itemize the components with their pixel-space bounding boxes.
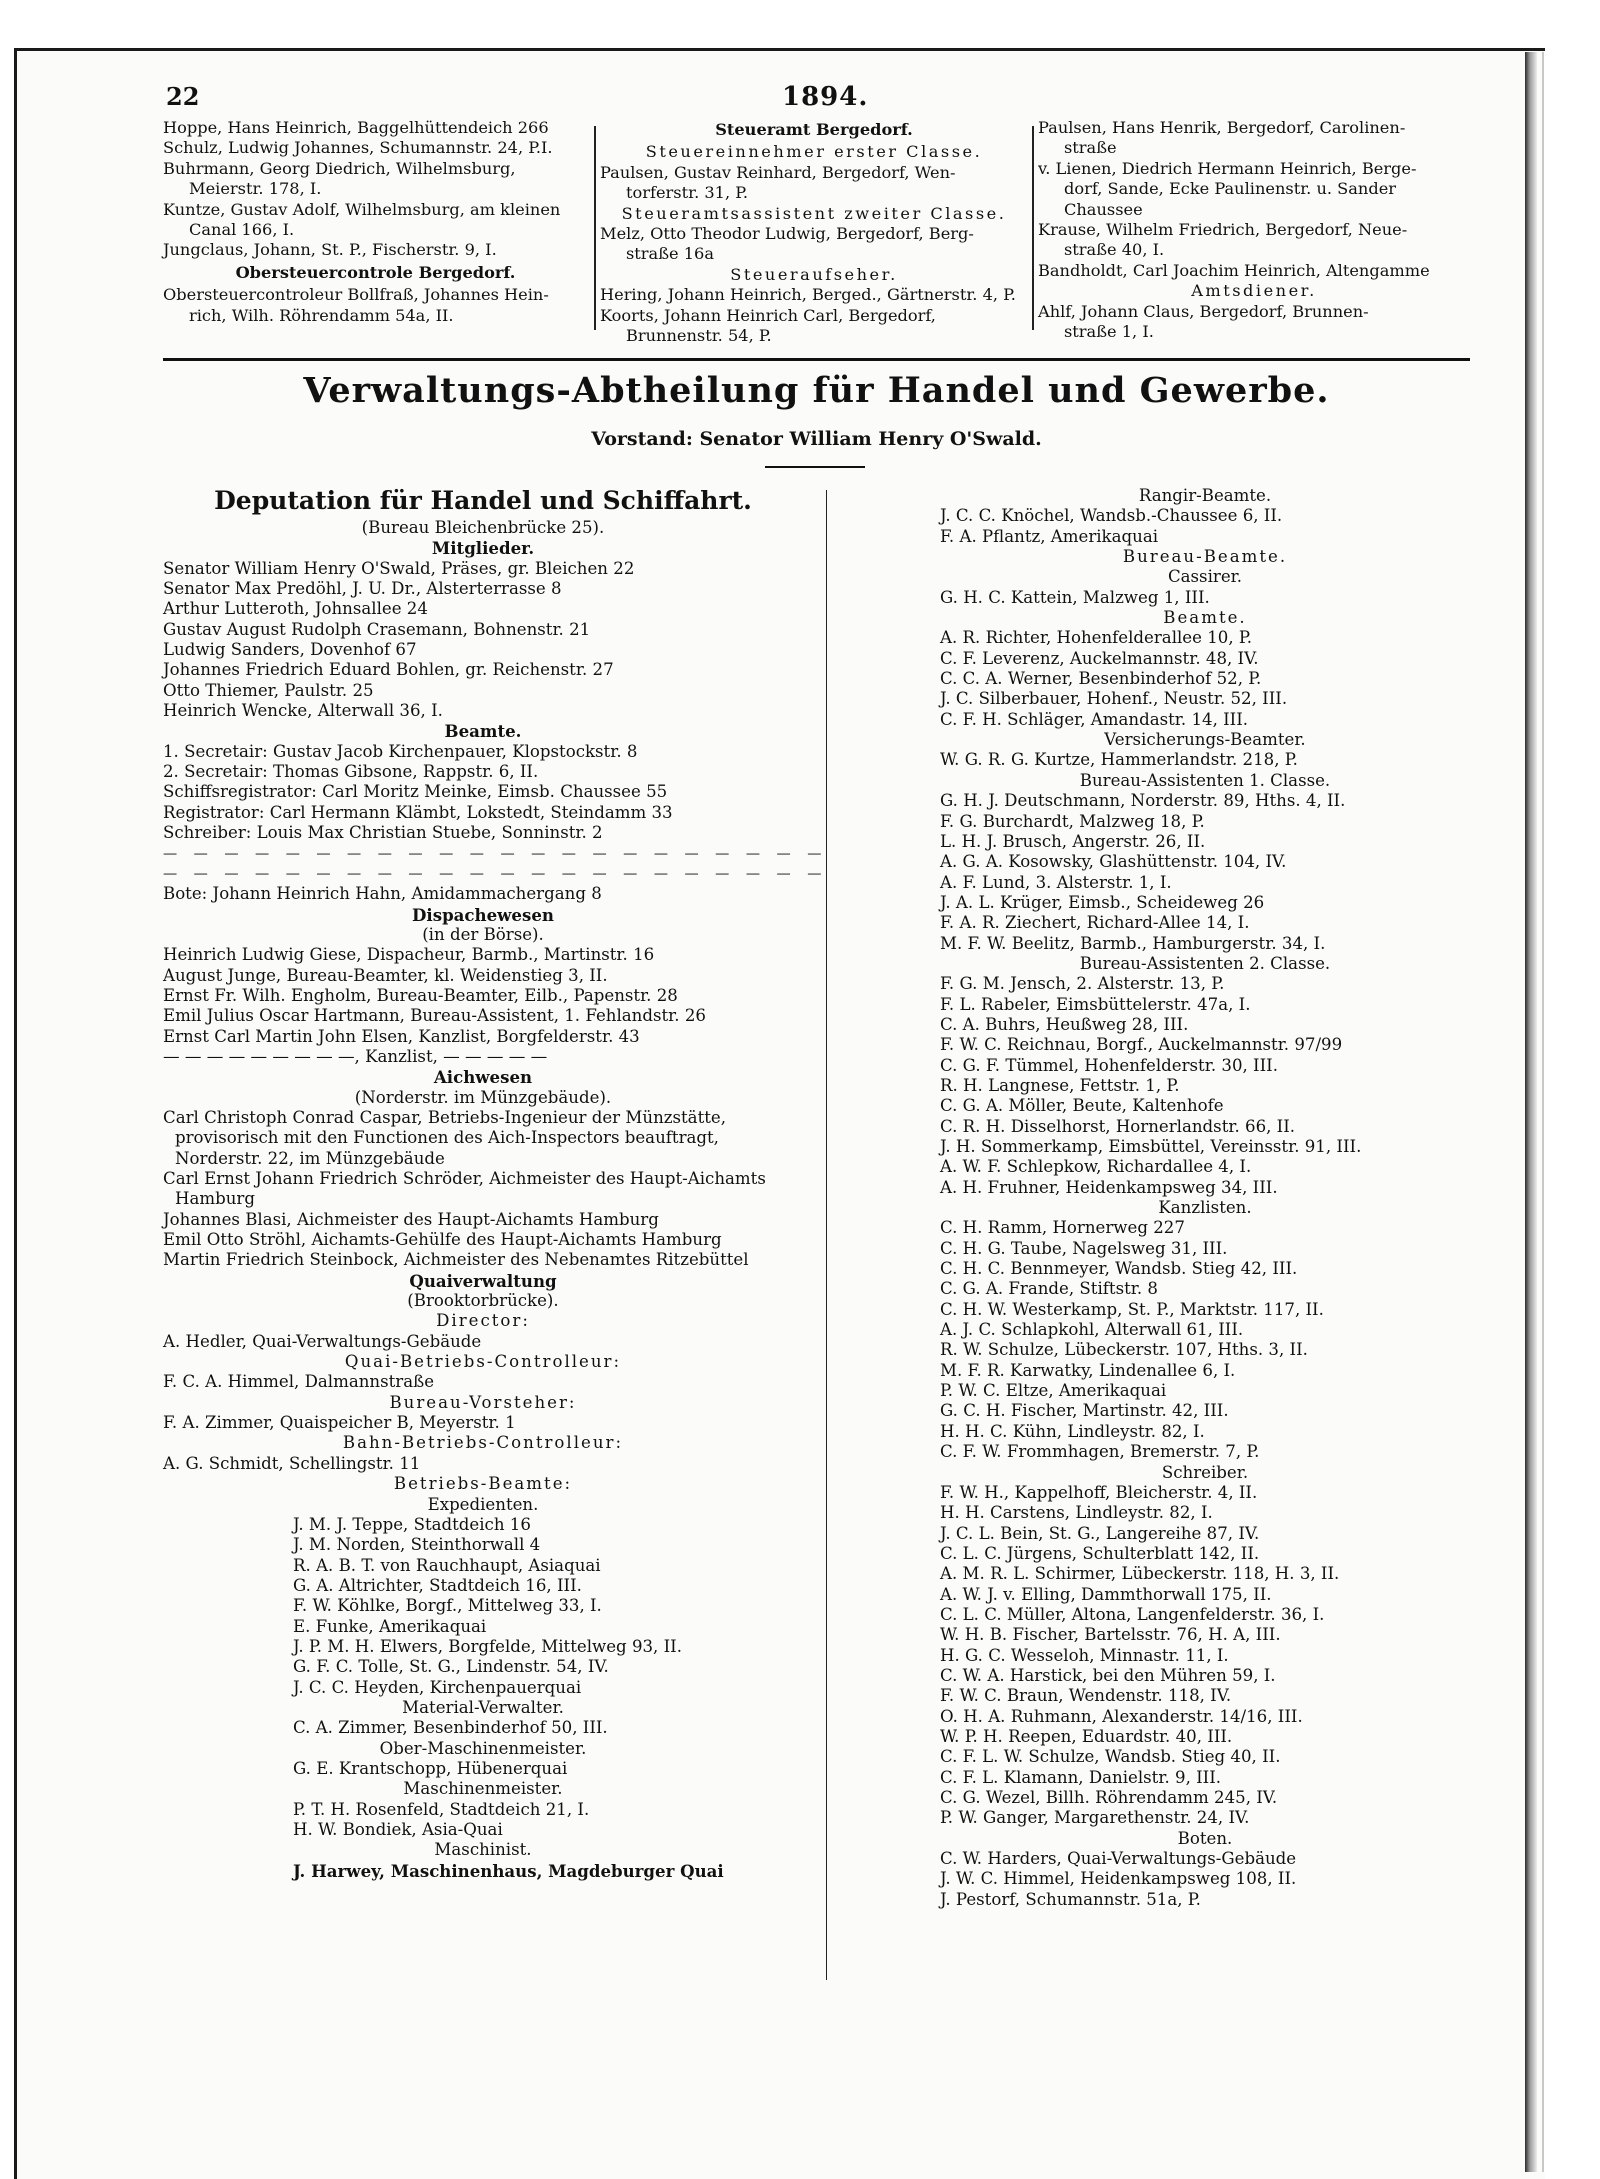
top-column-2 xyxy=(600,118,1028,346)
entry-line: G. C. H. Fischer, Martinstr. 42, III. xyxy=(940,1401,1229,1421)
entry-line: 1. Secretair: Gustav Jacob Kirchenpauer, Klopstockstr. 8 xyxy=(163,741,638,761)
entry-line: A. W. F. Schlepkow, Richardallee 4, I. xyxy=(940,1157,1252,1177)
entry-line: Ernst Fr. Wilh. Engholm, Bureau-Beamter, Eilb., Papenstr. 28 xyxy=(163,985,678,1005)
entry-continuation: Meierstr. 178, I. xyxy=(189,179,322,199)
entry-line: J. H. Sommerkamp, Eimsbüttel, Vereinsstr. 91, III. xyxy=(940,1137,1362,1156)
entry-line: C. A. Zimmer, Besenbinderhof 50, III. xyxy=(293,1718,608,1738)
page-year: 1894. xyxy=(782,82,869,112)
section-heading: Dispachewesen xyxy=(412,904,554,925)
entry-continuation: straße 1, I. xyxy=(1064,322,1154,342)
entry-line: J. C. L. Bein, St. G., Langereihe 87, IV. xyxy=(940,1523,1260,1543)
entry-line: v. Lienen, Diedrich Hermann Heinrich, Berge- xyxy=(1038,158,1417,178)
entry-continuation: Brunnenstr. 54, P. xyxy=(626,326,772,346)
subsection-heading: (Bureau Bleichenbrücke 25). xyxy=(361,518,605,537)
entry-line: Hering, Johann Heinrich, Berged., Gärtnerstr. 4, P. xyxy=(600,285,1016,305)
entry-line: Schreiber: Louis Max Christian Stuebe, Sonninstr. 2 xyxy=(163,823,603,843)
entry-continuation: rich, Wilh. Röhrendamm 54a, II. xyxy=(189,305,454,325)
vacant-entry-dashes: — — — — — — — — — — — — — — — — — — — — — — xyxy=(163,865,828,882)
entry-line: Buhrmann, Georg Diedrich, Wilhelmsburg, xyxy=(163,158,516,178)
subsection-heading: Bureau-Assistenten 1. Classe. xyxy=(1079,770,1331,790)
entry-line: R. H. Langnese, Fettstr. 1, P. xyxy=(940,1075,1180,1095)
entry-line: Heinrich Wencke, Alterwall 36, I. xyxy=(163,701,443,721)
page-number: 22 xyxy=(166,82,200,111)
entry-line: F. W. C. Reichnau, Borgf., Auckelmannstr. 97/99 xyxy=(940,1035,1343,1055)
subsection-heading: Director: xyxy=(436,1311,530,1331)
entry-line: C. G. F. Tümmel, Hohenfelderstr. 30, III. xyxy=(940,1055,1278,1075)
section-rule xyxy=(163,358,1470,361)
entry-line: F. A. Pflantz, Amerikaquai xyxy=(940,526,1159,546)
entry-line: Krause, Wilhelm Friedrich, Bergedorf, Neue- xyxy=(1038,220,1408,240)
entry-line: Gustav August Rudolph Crasemann, Bohnenstr. 21 xyxy=(163,619,591,639)
subsection-heading: Maschinenmeister. xyxy=(403,1779,563,1799)
entry-line: Paulsen, Gustav Reinhard, Bergedorf, Wen- xyxy=(600,162,956,182)
entry-line: Schulz, Ludwig Johannes, Schumannstr. 24, P.I. xyxy=(163,138,553,158)
entry-line: M. F. R. Karwatky, Lindenallee 6, I. xyxy=(940,1360,1236,1380)
entry-line: F. W. Köhlke, Borgf., Mittelweg 33, I. xyxy=(293,1596,602,1616)
entry-line: Carl Christoph Conrad Caspar, Betriebs-Ingenieur der Münzstätte, xyxy=(163,1107,727,1127)
page-edge xyxy=(1542,52,1574,2172)
column-divider xyxy=(826,490,827,1980)
entry-line: L. H. J. Brusch, Angerstr. 26, II. xyxy=(940,831,1206,851)
entry-continuation: straße xyxy=(1064,138,1117,158)
entry-line: A. G. A. Kosowsky, Glashüttenstr. 104, IV. xyxy=(940,852,1287,872)
subsection-heading: Cassirer. xyxy=(1167,567,1243,587)
entry-line: — — — — — — — — —, Kanzlist, — — — — — xyxy=(163,1046,548,1066)
entry-line: J. A. L. Krüger, Eimsb., Scheideweg 26 xyxy=(940,892,1265,912)
entry-line: C. G. A. Frande, Stiftstr. 8 xyxy=(940,1279,1158,1299)
entry-line: F. C. A. Himmel, Dalmannstraße xyxy=(163,1372,435,1392)
entry-line: C. F. L. Klamann, Danielstr. 9, III. xyxy=(940,1767,1222,1787)
entry-line: G. H. C. Kattein, Malzweg 1, III. xyxy=(940,587,1210,607)
subsection-heading: Steueramtsassistent zweiter Classe. xyxy=(621,203,1007,223)
entry-line: Ludwig Sanders, Dovenhof 67 xyxy=(163,640,417,660)
entry-line: Paulsen, Hans Henrik, Bergedorf, Carolinen- xyxy=(1038,118,1406,137)
subsection-heading: Quai-Betriebs-Controlleur: xyxy=(344,1352,622,1372)
subsection-heading: Bureau-Beamte. xyxy=(1122,547,1288,567)
subsection-heading: Material-Verwalter. xyxy=(402,1697,564,1717)
section-heading: Steueramt Bergedorf. xyxy=(715,120,913,139)
subsection-heading: Steueraufseher. xyxy=(730,264,898,284)
entry-line: C. L. C. Müller, Altona, Langenfelderstr. 36, I. xyxy=(940,1604,1325,1624)
entry-line: Otto Thiemer, Paulstr. 25 xyxy=(163,680,374,700)
entry-continuation: dorf, Sande, Ecke Paulinenstr. u. Sander xyxy=(1064,179,1397,199)
entry-line: Ernst Carl Martin John Elsen, Kanzlist, Borgfelderstr. 43 xyxy=(163,1026,640,1046)
entry-line: J. Harwey, Maschinenhaus, Magdeburger Quai xyxy=(293,1860,724,1881)
entry-line: F. W. C. Braun, Wendenstr. 118, IV. xyxy=(940,1686,1232,1706)
entry-line: J. C. Silberbauer, Hohenf., Neustr. 52, III. xyxy=(940,689,1288,709)
entry-line: A. J. C. Schlapkohl, Alterwall 61, III. xyxy=(940,1320,1244,1340)
entry-line: C. G. A. Möller, Beute, Kaltenhofe xyxy=(940,1096,1224,1116)
section-heading: Beamte. xyxy=(444,721,522,742)
entry-line: H. W. Bondiek, Asia-Quai xyxy=(293,1820,503,1839)
subsection-heading: Bureau-Assistenten 2. Classe. xyxy=(1079,953,1331,973)
entry-line: C. H. G. Taube, Nagelsweg 31, III. xyxy=(940,1238,1228,1258)
subsection-heading: Rangir-Beamte. xyxy=(1138,486,1272,505)
entry-line: Obersteuercontroleur Bollfraß, Johannes Hein- xyxy=(163,285,549,305)
entry-continuation: Canal 166, I. xyxy=(189,220,295,240)
entry-line: M. F. W. Beelitz, Barmb., Hamburgerstr. 34, I. xyxy=(940,933,1326,953)
section-heading: Aichwesen xyxy=(433,1067,533,1088)
section-heading: Obersteuercontrole Bergedorf. xyxy=(235,262,516,282)
entry-line: Heinrich Ludwig Giese, Dispacheur, Barmb., Martinstr. 16 xyxy=(163,945,655,965)
entry-line: F. G. Burchardt, Malzweg 18, P. xyxy=(940,811,1205,831)
entry-continuation: provisorisch mit den Functionen des Aich-Inspectors beauftragt, xyxy=(175,1128,719,1148)
subsection-heading: (Norderstr. im Münzgebäude). xyxy=(354,1087,612,1107)
entry-line: C. L. C. Jürgens, Schulterblatt 142, II. xyxy=(940,1543,1260,1563)
entry-line: P. W. Ganger, Margarethenstr. 24, IV. xyxy=(940,1808,1250,1828)
entry-line: C. G. Wezel, Billh. Röhrendamm 245, IV. xyxy=(940,1788,1278,1807)
entry-line: A. R. Richter, Hohenfelderallee 10, P. xyxy=(940,628,1252,648)
entry-line: R. A. B. T. von Rauchhaupt, Asiaquai xyxy=(293,1555,601,1575)
subsection-heading: Amtsdiener. xyxy=(1191,281,1317,301)
subsection-heading: Steuereinnehmer erster Classe. xyxy=(645,142,983,162)
subsection-heading: Beamte. xyxy=(1163,608,1247,628)
entry-line: Jungclaus, Johann, St. P., Fischerstr. 9, I. xyxy=(163,240,497,260)
entry-continuation: Hamburg xyxy=(175,1189,255,1209)
entry-line: C. H. Ramm, Hornerweg 227 xyxy=(940,1218,1185,1238)
top-column-3 xyxy=(1038,118,1470,342)
entry-continuation: straße 40, I. xyxy=(1064,240,1165,260)
entry-line: J. Pestorf, Schumannstr. 51a, P. xyxy=(940,1889,1201,1909)
top-column-1 xyxy=(163,118,588,326)
page-gutter-shadow xyxy=(1525,52,1537,2172)
entry-line: P. T. H. Rosenfeld, Stadtdeich 21, I. xyxy=(293,1799,590,1819)
subsection-heading: Bahn-Betriebs-Controlleur: xyxy=(342,1433,624,1453)
entry-line: 2. Secretair: Thomas Gibsone, Rappstr. 6, II. xyxy=(163,762,539,782)
entry-line: Emil Otto Ströhl, Aichamts-Gehülfe des Haupt-Aichamts Hamburg xyxy=(163,1230,722,1250)
subsection-heading: Schreiber. xyxy=(1161,1462,1249,1482)
entry-line: A. Hedler, Quai-Verwaltungs-Gebäude xyxy=(163,1331,482,1351)
entry-line: C. W. A. Harstick, bei den Mühren 59, I. xyxy=(940,1665,1276,1685)
entry-line: R. W. Schulze, Lübeckerstr. 107, Hths. 3, II. xyxy=(940,1340,1308,1360)
entry-line: J. W. C. Himmel, Heidenkampsweg 108, II. xyxy=(940,1869,1297,1889)
entry-line: Emil Julius Oscar Hartmann, Bureau-Assistent, 1. Fehlandstr. 26 xyxy=(163,1006,706,1026)
entry-continuation: torferstr. 31, P. xyxy=(626,183,749,203)
entry-line: H. G. C. Wesseloh, Minnastr. 11, I. xyxy=(940,1645,1229,1665)
section-subtitle: Vorstand: Senator William Henry O'Swald. xyxy=(591,428,1042,450)
entry-line: Senator William Henry O'Swald, Präses, gr. Bleichen 22 xyxy=(163,558,635,578)
entry-line: C. W. Harders, Quai-Verwaltungs-Gebäude xyxy=(940,1849,1297,1869)
entry-line: J. P. M. H. Elwers, Borgfelde, Mittelweg 93, II. xyxy=(293,1636,682,1656)
entry-line: J. C. C. Knöchel, Wandsb.-Chaussee 6, II. xyxy=(940,506,1283,526)
left-column xyxy=(163,486,828,1881)
column-divider xyxy=(594,126,596,330)
subsection-heading: Expedienten. xyxy=(427,1494,539,1514)
subsection-heading: Ober-Maschinenmeister. xyxy=(379,1738,587,1758)
entry-continuation: Chaussee xyxy=(1064,199,1143,219)
entry-line: Schiffsregistrator: Carl Moritz Meinke, Eimsb. Chaussee 55 xyxy=(163,782,668,802)
entry-line: G. A. Altrichter, Stadtdeich 16, III. xyxy=(293,1575,582,1595)
column-divider xyxy=(1032,126,1034,330)
entry-line: Johannes Friedrich Eduard Bohlen, gr. Reichenstr. 27 xyxy=(163,660,614,680)
entry-line: C. R. H. Disselhorst, Hornerlandstr. 66, II. xyxy=(940,1116,1296,1136)
entry-continuation: straße 16a xyxy=(626,244,714,264)
entry-line: F. L. Rabeler, Eimsbüttelerstr. 47a, I. xyxy=(940,994,1251,1014)
entry-line: A. H. Fruhner, Heidenkampsweg 34, III. xyxy=(940,1177,1278,1197)
entry-line: C. F. H. Schläger, Amandastr. 14, III. xyxy=(940,709,1249,729)
entry-line: O. H. A. Ruhmann, Alexanderstr. 14/16, III. xyxy=(940,1706,1303,1726)
entry-line: C. A. Buhrs, Heußweg 28, III. xyxy=(940,1014,1189,1034)
entry-line: C. H. W. Westerkamp, St. P., Marktstr. 117, II. xyxy=(940,1299,1324,1319)
entry-line: Johannes Blasi, Aichmeister des Haupt-Aichamts Hamburg xyxy=(163,1209,659,1229)
entry-line: C. H. C. Bennmeyer, Wandsb. Stieg 42, III. xyxy=(940,1259,1298,1279)
entry-line: W. G. R. G. Kurtze, Hammerlandstr. 218, P. xyxy=(940,750,1298,770)
subsection-heading: (Brooktorbrücke). xyxy=(407,1291,559,1311)
entry-line: C. F. Leverenz, Auckelmannstr. 48, IV. xyxy=(940,648,1259,668)
entry-line: Martin Friedrich Steinbock, Aichmeister des Nebenamtes Ritzebüttel xyxy=(163,1250,749,1270)
subsection-heading: (in der Börse). xyxy=(422,924,544,944)
entry-line: August Junge, Bureau-Beamter, kl. Weidenstieg 3, II. xyxy=(163,965,608,985)
entry-line: C. C. A. Werner, Besenbinderhof 52, P. xyxy=(940,669,1262,689)
entry-line: Arthur Lutteroth, Johnsallee 24 xyxy=(163,599,428,619)
entry-line: G. E. Krantschopp, Hübenerquai xyxy=(293,1758,568,1778)
entry-line: P. W. C. Eltze, Amerikaquai xyxy=(940,1381,1167,1401)
entry-line: Registrator: Carl Hermann Klämbt, Lokstedt, Steindamm 33 xyxy=(163,802,673,822)
entry-line: A. F. Lund, 3. Alsterstr. 1, I. xyxy=(940,872,1172,892)
entry-line: Hoppe, Hans Heinrich, Baggelhüttendeich 266 xyxy=(163,118,549,137)
entry-line: Senator Max Predöhl, J. U. Dr., Alsterterrasse 8 xyxy=(163,579,562,599)
subsection-heading: Kanzlisten. xyxy=(1158,1198,1252,1218)
entry-line: Carl Ernst Johann Friedrich Schröder, Aichmeister des Haupt-Aichamts xyxy=(163,1169,766,1188)
entry-line: J. C. C. Heyden, Kirchenpauerquai xyxy=(293,1677,582,1697)
department-title: Deputation für Handel und Schiffahrt. xyxy=(214,486,752,515)
subsection-heading: Maschinist. xyxy=(434,1840,532,1860)
entry-line: E. Funke, Amerikaquai xyxy=(293,1616,487,1636)
entry-line: A. M. R. L. Schirmer, Lübeckerstr. 118, H. 3, II. xyxy=(940,1564,1340,1584)
entry-line: C. F. W. Frommhagen, Bremerstr. 7, P. xyxy=(940,1442,1260,1462)
entry-line: Melz, Otto Theodor Ludwig, Bergedorf, Berg- xyxy=(600,224,974,244)
vacant-entry-dashes: — — — — — — — — — — — — — — — — — — — — — — xyxy=(163,845,828,862)
entry-continuation: Norderstr. 22, im Münzgebäude xyxy=(175,1148,445,1168)
entry-line: F. A. Zimmer, Quaispeicher B, Meyerstr. 1 xyxy=(163,1413,516,1433)
entry-line: G. F. C. Tolle, St. G., Lindenstr. 54, IV. xyxy=(293,1657,609,1677)
entry-line: F. W. H., Kappelhoff, Bleicherstr. 4, II. xyxy=(940,1482,1258,1502)
subsection-heading: Boten. xyxy=(1177,1828,1233,1848)
entry-line: G. H. J. Deutschmann, Norderstr. 89, Hths. 4, II. xyxy=(940,791,1346,811)
entry-line: F. G. M. Jensch, 2. Alsterstr. 13, P. xyxy=(940,974,1225,994)
section-heading: Quaiverwaltung xyxy=(409,1270,557,1291)
entry-line: H. H. Carstens, Lindleystr. 82, I. xyxy=(940,1503,1213,1523)
subsection-heading: Bureau-Vorsteher: xyxy=(389,1392,577,1412)
subsection-heading: Betriebs-Beamte: xyxy=(393,1474,573,1494)
entry-line: H. H. C. Kühn, Lindleystr. 82, I. xyxy=(940,1421,1205,1441)
subsection-heading: Versicherungs-Beamter. xyxy=(1104,730,1306,750)
entry-line: A. G. Schmidt, Schellingstr. 11 xyxy=(163,1453,421,1473)
entry-line: W. P. H. Reepen, Eduardstr. 40, III. xyxy=(940,1726,1233,1746)
entry-line: J. M. Norden, Steinthorwall 4 xyxy=(293,1535,541,1555)
entry-line: J. M. J. Teppe, Stadtdeich 16 xyxy=(293,1514,531,1534)
entry-line: Bote: Johann Heinrich Hahn, Amidammachergang 8 xyxy=(163,884,602,904)
entry-line: W. H. B. Fischer, Bartelsstr. 76, H. A, III. xyxy=(940,1625,1281,1645)
right-column xyxy=(940,486,1470,1910)
section-title: Verwaltungs-Abtheilung für Handel und Gewerbe. xyxy=(303,370,1330,411)
entry-line: C. F. L. W. Schulze, Wandsb. Stieg 40, II. xyxy=(940,1747,1281,1767)
entry-line: F. A. R. Ziechert, Richard-Allee 14, I. xyxy=(940,913,1250,933)
entry-line: Ahlf, Johann Claus, Bergedorf, Brunnen- xyxy=(1038,301,1369,321)
short-rule xyxy=(765,466,865,468)
entry-line: Bandholdt, Carl Joachim Heinrich, Altengamme xyxy=(1038,260,1430,280)
entry-line: A. W. J. v. Elling, Dammthorwall 175, II. xyxy=(940,1584,1272,1604)
entry-line: Koorts, Johann Heinrich Carl, Bergedorf, xyxy=(600,305,936,325)
section-heading: Mitglieder. xyxy=(431,538,535,559)
entry-line: Kuntze, Gustav Adolf, Wilhelmsburg, am kleinen xyxy=(163,199,561,219)
